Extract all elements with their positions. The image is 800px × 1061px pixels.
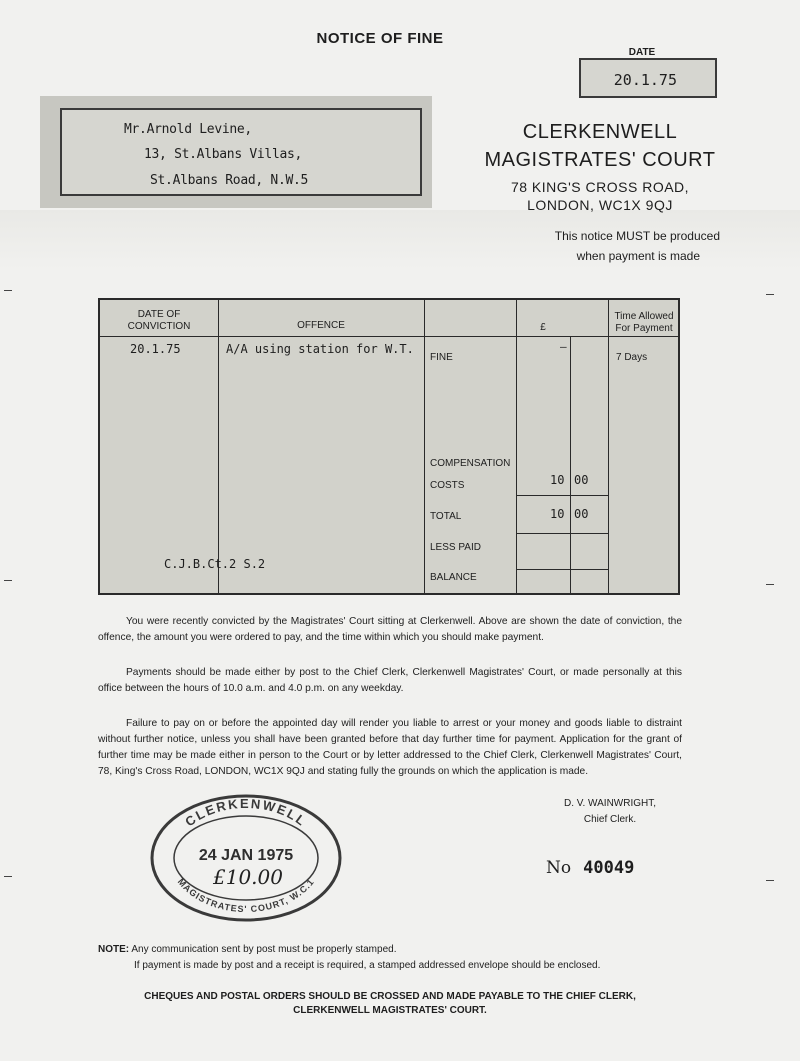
paragraph-payment-text: Payments should be made either by post to the Chief Clerk, Clerkenwell Magistrates' Court, or made personally at this office between the hours of 10.0 a.m. and 4.0 p.m. on any weekday.	[98, 667, 682, 694]
note-section	[98, 942, 600, 974]
court-name-line1: CLERKENWELL	[522, 121, 678, 143]
costs-pence: 00	[574, 473, 589, 487]
header-date-of-conviction	[100, 309, 218, 333]
note-label: NOTE:	[98, 944, 130, 955]
paragraph-payment	[98, 665, 682, 697]
total-pence: 00	[574, 507, 589, 521]
label-costs: COSTS	[430, 480, 465, 491]
produce-line1: This notice MUST be produced	[554, 229, 720, 243]
paragraph-conviction-text: You were recently convicted by the Magistrates' Court sitting at Clerkenwell. Above are shown the date of conviction, the offence, the amount you were ordered to pay, and the time within which you should make payment.	[98, 616, 682, 643]
costs-pounds: 10	[550, 473, 565, 487]
header-date-line2: CONVICTION	[127, 321, 191, 332]
produce-line2: when payment is made	[576, 249, 700, 263]
header-time-line1: Time Allowed	[614, 311, 674, 322]
row-divider	[516, 569, 608, 570]
column-divider	[608, 300, 609, 593]
date-box	[579, 58, 717, 98]
margin-mark	[4, 876, 12, 877]
label-fine: FINE	[430, 352, 453, 363]
column-divider	[424, 300, 425, 593]
signatory-name: D. V. WAINWRIGHT,	[563, 798, 657, 809]
time-allowed: 7 Days	[616, 352, 648, 363]
serial-number	[546, 858, 634, 878]
conviction-date: 20.1.75	[130, 342, 181, 356]
row-divider	[516, 533, 608, 534]
date-value: 20.1.75	[613, 71, 677, 89]
margin-mark	[4, 580, 12, 581]
label-total: TOTAL	[430, 511, 462, 522]
label-less-paid: LESS PAID	[430, 542, 481, 553]
row-divider	[516, 495, 608, 496]
header-offence: OFFENCE	[297, 320, 345, 331]
column-divider	[516, 300, 517, 593]
paragraph-failure	[98, 716, 682, 780]
fine-amount: —	[560, 340, 567, 353]
court-reference: C.J.B.Ct.2 S.2	[164, 557, 266, 571]
column-divider	[218, 300, 219, 593]
produce-notice	[480, 226, 760, 266]
header-divider	[100, 336, 678, 337]
margin-mark	[766, 880, 774, 881]
header-time-line2: For Payment	[615, 323, 673, 334]
label-compensation: COMPENSATION	[430, 458, 511, 469]
paragraph-conviction	[98, 614, 682, 646]
margin-mark	[766, 294, 774, 295]
stamp-top-text: CLERKENWELL	[182, 795, 310, 830]
label-balance: BALANCE	[430, 572, 477, 583]
signatory	[540, 796, 680, 828]
offence-text: A/A using station for W.T.	[226, 342, 414, 356]
header-time-allowed	[608, 311, 680, 335]
total-pounds: 10	[550, 507, 565, 521]
serial-symbol: No	[546, 858, 572, 878]
court-address	[440, 178, 760, 214]
recipient-name: Mr.Arnold Levine,	[124, 122, 252, 137]
court-address-line2: LONDON, WC1X 9QJ	[527, 197, 673, 213]
address-panel	[40, 96, 432, 208]
court-address-line1: 78 KING'S CROSS ROAD,	[510, 179, 690, 195]
court-name	[440, 118, 760, 174]
header-pound: £	[540, 322, 546, 333]
footer	[98, 990, 682, 1018]
recipient-address-line1: 13, St.Albans Villas,	[144, 147, 303, 162]
footer-line2: CLERKENWELL MAGISTRATES' COURT.	[293, 1005, 487, 1016]
date-label: DATE	[628, 47, 656, 58]
header-date-line1: DATE OF	[137, 309, 181, 320]
stamp-date: 24 JAN 1975	[198, 847, 294, 864]
note-line2: If payment is made by post and a receipt is required, a stamped addressed envelope should be enclosed.	[134, 960, 601, 971]
serial-value: 40049	[583, 858, 635, 878]
margin-mark	[4, 290, 12, 291]
stamp-bottom-text: MAGISTRATES' COURT, W.C.1	[175, 876, 317, 915]
footer-line1: CHEQUES AND POSTAL ORDERS SHOULD BE CROSSED AND MADE PAYABLE TO THE CHIEF CLERK,	[144, 991, 636, 1002]
recipient-address-line2: St.Albans Road, N.W.5	[150, 173, 309, 188]
margin-mark	[766, 584, 774, 585]
signatory-title: Chief Clerk.	[583, 814, 637, 825]
conviction-table	[98, 298, 680, 595]
pence-divider	[570, 336, 571, 593]
court-stamp	[148, 792, 344, 924]
court-name-line2: MAGISTRATES' COURT	[484, 149, 716, 171]
stamp-amount: £10.00	[213, 865, 283, 889]
note-line1: Any communication sent by post must be properly stamped.	[131, 944, 397, 955]
paragraph-failure-text: Failure to pay on or before the appointed day will render you liable to arrest or your money and goods liable to distraint without further notice, unless you shall have been granted before that day further time for payment. Application for the grant of further time may be made either in person to the Court or by letter addressed to the Chief Clerk, Clerkenwell Magistrates' Court, 78, King's Cross Road, LONDON, WC1X 9QJ and stating fully the grounds on which the application is made.	[98, 718, 682, 777]
address-window	[60, 108, 422, 196]
document-title: NOTICE OF FINE	[316, 30, 444, 47]
